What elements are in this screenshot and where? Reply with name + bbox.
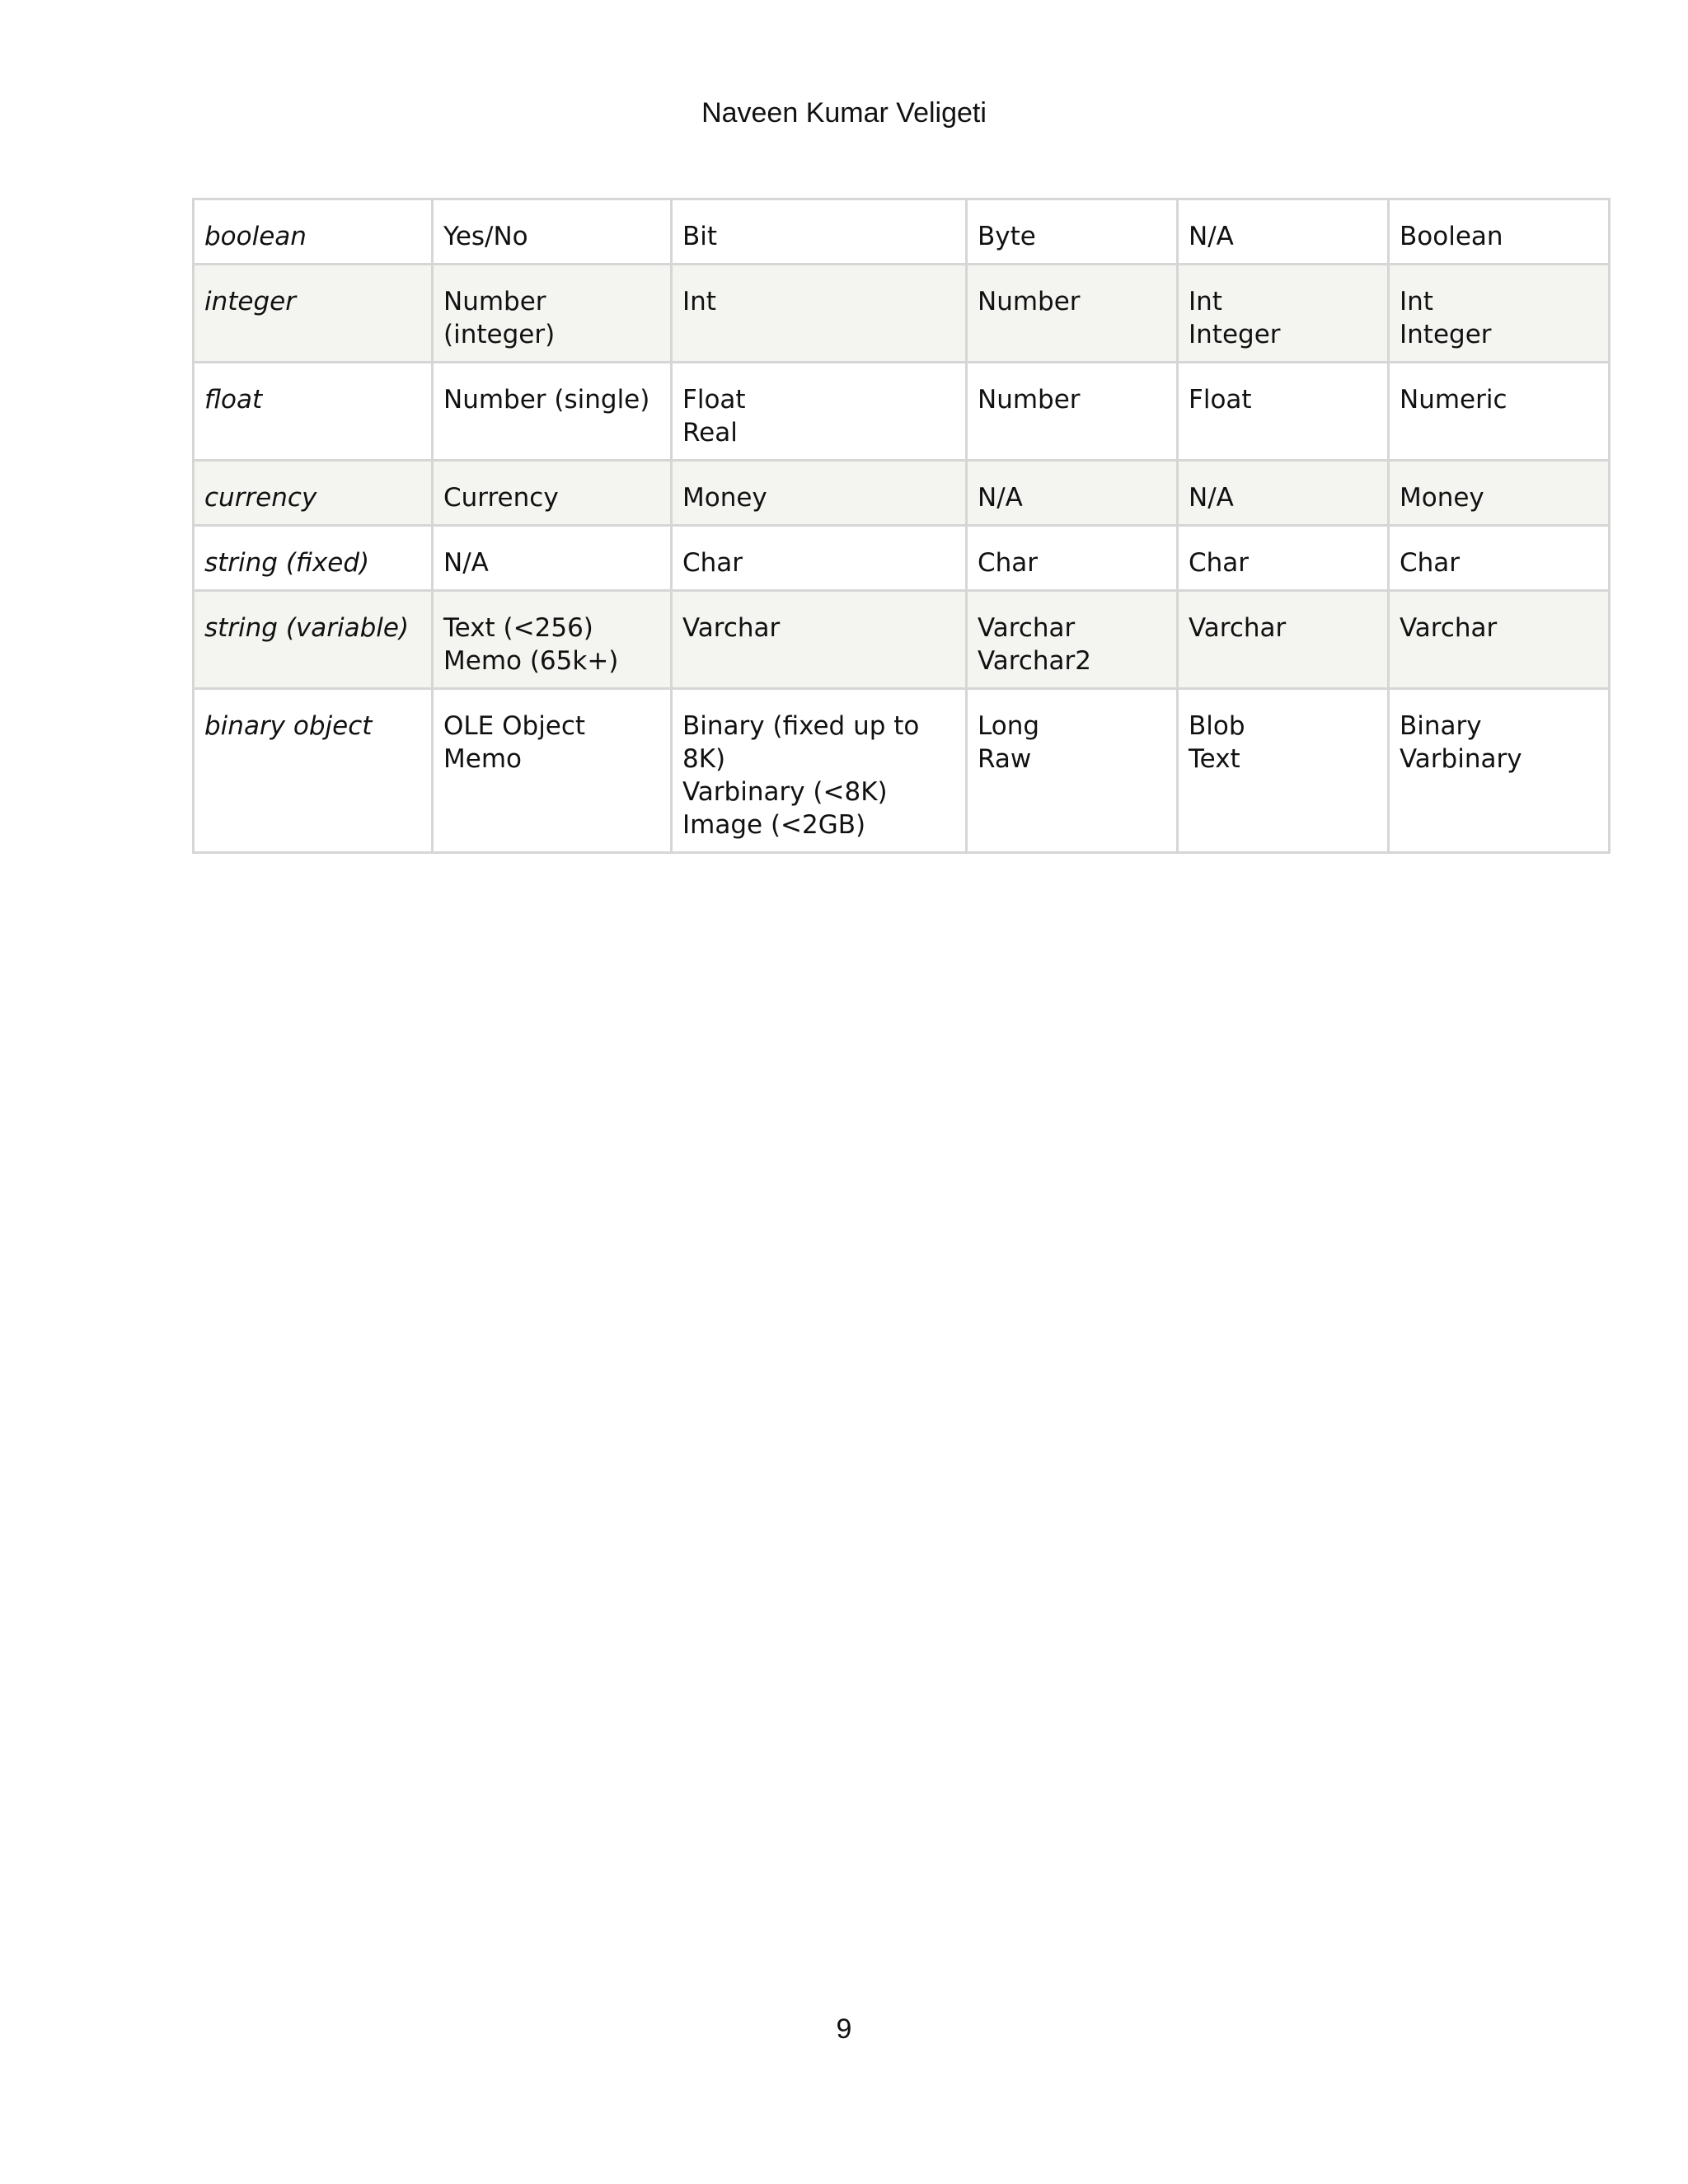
table-cell: Text (<256) Memo (65k+) bbox=[433, 591, 672, 689]
table-cell: Bit bbox=[672, 199, 967, 265]
table-cell: Blob Text bbox=[1178, 689, 1389, 853]
data-type-table bbox=[192, 198, 1611, 854]
table-cell: Number (integer) bbox=[433, 265, 672, 363]
page-number: 9 bbox=[836, 2013, 852, 2045]
table-cell: Binary Varbinary bbox=[1389, 689, 1610, 853]
table-cell: Currency bbox=[433, 461, 672, 526]
table-cell: N/A bbox=[433, 526, 672, 591]
table-cell: OLE Object Memo bbox=[433, 689, 672, 853]
table-cell: Char bbox=[672, 526, 967, 591]
type-cell: string (fixed) bbox=[194, 526, 433, 591]
table-cell: N/A bbox=[967, 461, 1178, 526]
table-cell: Numeric bbox=[1389, 363, 1610, 461]
table-cell: Long Raw bbox=[967, 689, 1178, 853]
table-cell: Int Integer bbox=[1389, 265, 1610, 363]
table-row bbox=[194, 265, 1610, 363]
table-row bbox=[194, 526, 1610, 591]
table-cell: Binary (fixed up to 8K) Varbinary (<8K) Image (<2GB) bbox=[672, 689, 967, 853]
table-cell: Byte bbox=[967, 199, 1178, 265]
table-cell: Varchar Varchar2 bbox=[967, 591, 1178, 689]
table-row bbox=[194, 591, 1610, 689]
table-cell: Char bbox=[1178, 526, 1389, 591]
type-cell: currency bbox=[194, 461, 433, 526]
table-cell: Char bbox=[967, 526, 1178, 591]
table-cell: Char bbox=[1389, 526, 1610, 591]
table-cell: Number bbox=[967, 363, 1178, 461]
table-cell: Float Real bbox=[672, 363, 967, 461]
table-cell: Yes/No bbox=[433, 199, 672, 265]
table-cell: Number (single) bbox=[433, 363, 672, 461]
type-cell: binary object bbox=[194, 689, 433, 853]
table-cell: Number bbox=[967, 265, 1178, 363]
type-cell: integer bbox=[194, 265, 433, 363]
table-cell: Int Integer bbox=[1178, 265, 1389, 363]
table-row bbox=[194, 199, 1610, 265]
type-cell: float bbox=[194, 363, 433, 461]
table-row bbox=[194, 461, 1610, 526]
table-cell: Int bbox=[672, 265, 967, 363]
table-cell: Varchar bbox=[1389, 591, 1610, 689]
table-cell: Float bbox=[1178, 363, 1389, 461]
table-cell: Money bbox=[672, 461, 967, 526]
type-cell: boolean bbox=[194, 199, 433, 265]
table-cell: Boolean bbox=[1389, 199, 1610, 265]
table-cell: Money bbox=[1389, 461, 1610, 526]
table-cell: N/A bbox=[1178, 461, 1389, 526]
type-cell: string (variable) bbox=[194, 591, 433, 689]
table-row bbox=[194, 363, 1610, 461]
table-cell: Varchar bbox=[1178, 591, 1389, 689]
table-cell: N/A bbox=[1178, 199, 1389, 265]
table-cell: Varchar bbox=[672, 591, 967, 689]
page-header-author: Naveen Kumar Veligeti bbox=[701, 97, 987, 129]
table-row bbox=[194, 689, 1610, 853]
